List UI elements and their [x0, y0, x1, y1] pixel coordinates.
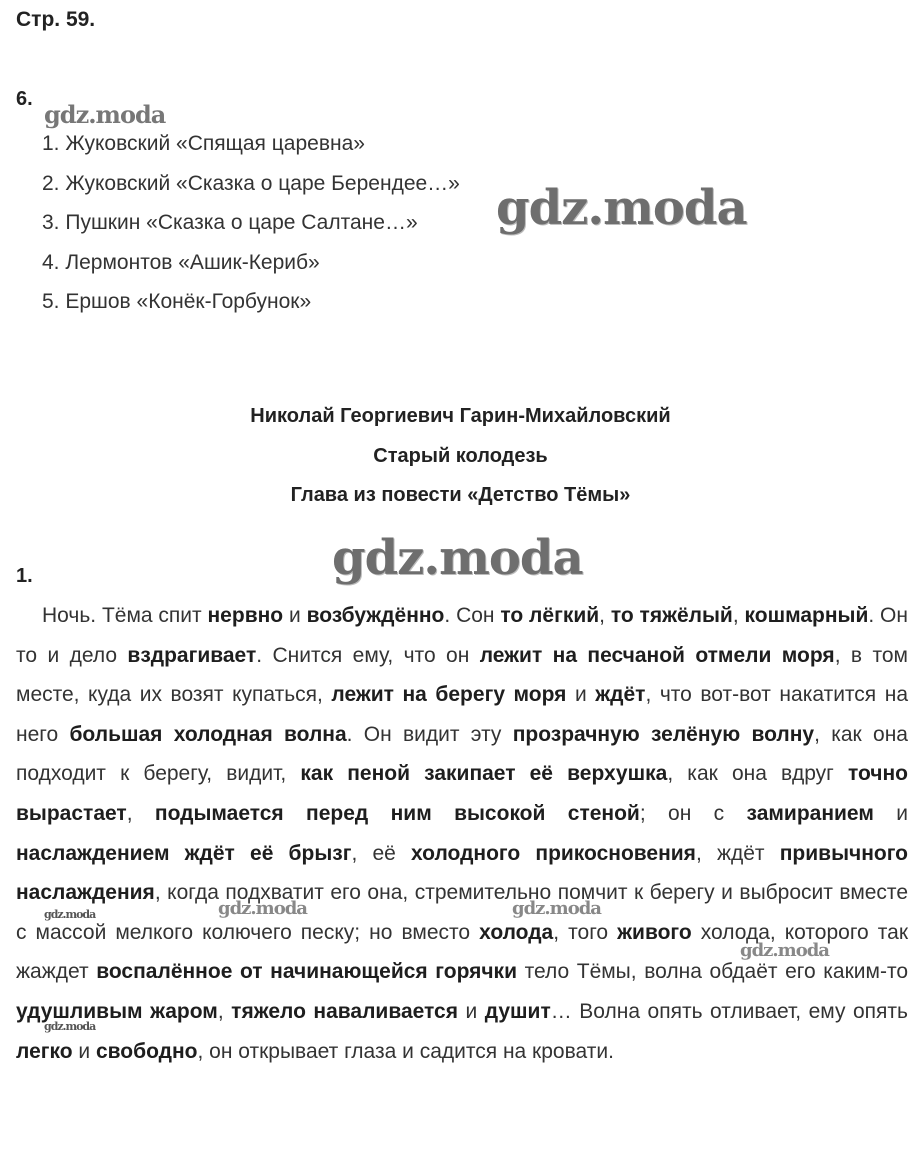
highlighted-phrase: возбуждённо — [306, 604, 445, 627]
list-item: 5. Ершов «Конёк-Горбунок» — [42, 290, 312, 313]
task-6-list — [42, 124, 460, 322]
list-item: 2. Жуковский «Сказка о царе Берендее…» — [42, 171, 460, 195]
text-run: , он открывает глаза и садится на кровати. — [197, 1039, 614, 1063]
text-run: , когда подхватит его она, стремительно помчит к берегу и выбросит вместе с массой мелкого колючего песку; но вместо — [16, 881, 908, 944]
task-1-paragraph — [16, 596, 908, 1071]
text-run: тело Тёмы, волна обдаёт его каким-то — [516, 960, 909, 984]
watermark: gdz.moda — [496, 180, 747, 236]
text-run: , — [732, 604, 745, 627]
highlighted-phrase: холода — [479, 920, 554, 944]
section-author: Николай Георгиевич Гарин-Михайловский — [250, 405, 671, 427]
list-item: 4. Лермонтов «Ашик-Кериб» — [42, 250, 320, 274]
text-run: , её — [351, 841, 411, 865]
highlighted-phrase: то лёгкий — [500, 604, 600, 627]
task-1-number: 1. — [16, 565, 33, 587]
text-run: . Снится ему, что он — [256, 643, 480, 667]
list-item: 3. Пушкин «Сказка о царе Салтане…» — [42, 211, 418, 234]
text-run: , — [217, 999, 232, 1023]
highlighted-phrase: прозрачную зелёную волну — [512, 722, 815, 746]
text-run: Ночь. Тёма спит — [42, 604, 208, 627]
watermark: gdz.moda — [44, 908, 96, 921]
highlighted-phrase: душит — [484, 999, 551, 1023]
section-subtitle: Глава из повести «Детство Тёмы» — [290, 484, 631, 506]
highlighted-phrase: кошмарный — [744, 604, 869, 627]
highlighted-phrase: подымается перед ним высокой стеной — [154, 801, 640, 825]
highlighted-phrase: тяжело наваливается — [231, 999, 458, 1023]
text-run: холода, которого так жаждет — [16, 920, 909, 984]
text-run: и — [458, 999, 485, 1023]
highlighted-phrase: вздрагивает — [127, 643, 257, 667]
text-run: , — [599, 604, 611, 627]
text-run: . Сон — [444, 604, 501, 627]
highlighted-phrase: холодного прикосновения — [411, 841, 696, 865]
watermark: gdz.moda — [44, 1020, 96, 1033]
text-run: . Он то и дело — [16, 604, 908, 667]
highlighted-phrase: легко — [16, 1039, 73, 1063]
text-run: , того — [553, 920, 618, 944]
text-run: и — [283, 604, 307, 627]
text-run: ; он с — [639, 801, 747, 825]
highlighted-phrase: большая холодная волна — [69, 722, 347, 746]
section-title: Старый колодезь — [373, 445, 548, 467]
text-run: , как она вдруг — [667, 762, 848, 786]
highlighted-phrase: замиранием — [746, 801, 874, 825]
highlighted-phrase: лежит на берегу моря — [331, 683, 567, 707]
highlighted-phrase: наслаждением ждёт её брызг — [16, 841, 352, 865]
text-run: , — [126, 801, 155, 825]
text-run: , как она подходит к берегу, видит, — [16, 722, 908, 786]
highlighted-phrase: лежит на песчаной отмели моря — [479, 643, 835, 667]
text-run: . Он видит эту — [346, 722, 513, 746]
text-run: и — [566, 683, 596, 707]
highlighted-phrase: привычного наслаждения — [16, 841, 909, 905]
highlighted-phrase: свободно — [95, 1039, 198, 1063]
highlighted-phrase: живого — [617, 920, 692, 944]
watermark: gdz.moda — [44, 100, 166, 129]
text-run: и — [873, 801, 908, 825]
page-number: Стр. 59. — [16, 8, 96, 31]
watermark: gdz.moda — [512, 898, 601, 919]
highlighted-phrase: воспалённое от начинающейся горячки — [96, 960, 517, 984]
highlighted-phrase: ждёт — [595, 683, 646, 707]
watermark: gdz.moda — [332, 530, 583, 586]
highlighted-phrase: точно вырастает — [16, 762, 908, 825]
list-item: 1. Жуковский «Спящая царевна» — [42, 132, 365, 155]
text-run: … Волна опять отливает, ему опять — [550, 999, 908, 1023]
highlighted-phrase: нервно — [207, 604, 284, 627]
text-run: , ждёт — [695, 841, 780, 865]
watermark: gdz.moda — [740, 940, 829, 961]
text-run: , в том месте, куда их возят купаться, — [16, 643, 908, 707]
highlighted-phrase: удушливым жаром — [16, 999, 218, 1023]
task-6-number: 6. — [16, 88, 33, 110]
text-run: и — [72, 1039, 96, 1063]
highlighted-phrase: то тяжёлый — [610, 604, 733, 627]
highlighted-phrase: как пеной закипает её верхушка — [300, 762, 668, 786]
watermark: gdz.moda — [218, 898, 307, 919]
text-run: , что вот-вот накатится на него — [16, 683, 909, 746]
